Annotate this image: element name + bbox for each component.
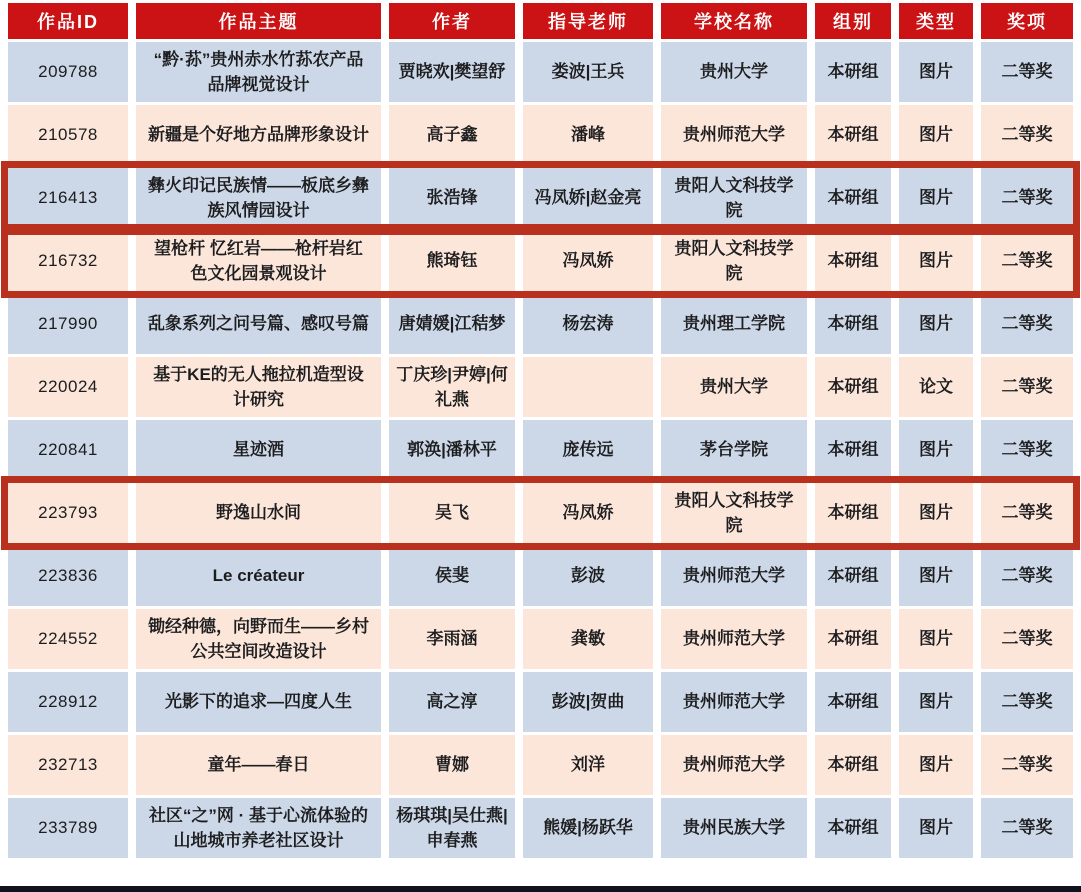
cell-group: 本研组 (815, 798, 891, 858)
table-row (8, 105, 1073, 165)
cell-id: 217990 (8, 294, 128, 354)
table-row-highlighted (8, 483, 1073, 543)
cell-author: 高之淳 (389, 672, 515, 732)
cell-type: 图片 (899, 42, 973, 102)
cell-type: 图片 (899, 483, 973, 543)
column-header-id: 作品ID (8, 3, 128, 39)
cell-school: 贵阳人文科技学院 (661, 231, 807, 291)
table-row (8, 798, 1073, 858)
cell-id: 216732 (8, 231, 128, 291)
cell-id: 210578 (8, 105, 128, 165)
cell-group: 本研组 (815, 231, 891, 291)
cell-id: 233789 (8, 798, 128, 858)
cell-group: 本研组 (815, 168, 891, 228)
cell-advisor: 冯凤娇 (523, 483, 653, 543)
cell-author: 高子鑫 (389, 105, 515, 165)
cell-theme: 彝火印记民族情——板底乡彝族风情园设计 (136, 168, 381, 228)
cell-id: 216413 (8, 168, 128, 228)
cell-theme: 新疆是个好地方品牌形象设计 (136, 105, 381, 165)
cell-group: 本研组 (815, 672, 891, 732)
cell-group: 本研组 (815, 483, 891, 543)
cell-group: 本研组 (815, 735, 891, 795)
cell-theme: 童年——春日 (136, 735, 381, 795)
cell-theme: 乱象系列之问号篇、感叹号篇 (136, 294, 381, 354)
table-row (8, 420, 1073, 480)
cell-author: 丁庆珍|尹婷|何礼燕 (389, 357, 515, 417)
cell-author: 侯斐 (389, 546, 515, 606)
cell-author: 吴飞 (389, 483, 515, 543)
cell-advisor: 杨宏涛 (523, 294, 653, 354)
table-row (8, 294, 1073, 354)
column-header-author: 作者 (389, 3, 515, 39)
cell-type: 图片 (899, 420, 973, 480)
cell-award: 二等奖 (981, 42, 1073, 102)
column-header-type: 类型 (899, 3, 973, 39)
cell-type: 图片 (899, 231, 973, 291)
cell-advisor: 龚敏 (523, 609, 653, 669)
cell-author: 张浩锋 (389, 168, 515, 228)
cell-id: 220024 (8, 357, 128, 417)
cell-school: 贵州师范大学 (661, 735, 807, 795)
cell-theme: 锄经种德，向野而生——乡村公共空间改造设计 (136, 609, 381, 669)
cell-school: 贵州民族大学 (661, 798, 807, 858)
cell-theme: Le créateur (136, 546, 381, 606)
cell-group: 本研组 (815, 357, 891, 417)
cell-id: 220841 (8, 420, 128, 480)
cell-award: 二等奖 (981, 672, 1073, 732)
cell-school: 贵州师范大学 (661, 609, 807, 669)
cell-author: 唐婧媛|江秸梦 (389, 294, 515, 354)
cell-advisor: 冯凤娇|赵金亮 (523, 168, 653, 228)
cell-advisor: 熊媛|杨跃华 (523, 798, 653, 858)
cell-advisor: 彭波 (523, 546, 653, 606)
column-header-theme: 作品主题 (136, 3, 381, 39)
table-row-highlighted (8, 168, 1073, 228)
cell-group: 本研组 (815, 420, 891, 480)
cell-award: 二等奖 (981, 735, 1073, 795)
cell-id: 232713 (8, 735, 128, 795)
column-header-group: 组别 (815, 3, 891, 39)
cell-group: 本研组 (815, 42, 891, 102)
table-header-row (8, 3, 1073, 39)
column-header-award: 奖项 (981, 3, 1073, 39)
cell-school: 贵阳人文科技学院 (661, 483, 807, 543)
table-row (8, 735, 1073, 795)
cell-school: 贵州师范大学 (661, 546, 807, 606)
cell-group: 本研组 (815, 609, 891, 669)
cell-advisor: 庞传远 (523, 420, 653, 480)
bottom-border-line (0, 886, 1081, 892)
cell-author: 曹娜 (389, 735, 515, 795)
cell-advisor (523, 357, 653, 417)
table-row (8, 546, 1073, 606)
cell-award: 二等奖 (981, 420, 1073, 480)
cell-theme: 望枪杆 忆红岩——枪杆岩红色文化园景观设计 (136, 231, 381, 291)
cell-id: 209788 (8, 42, 128, 102)
cell-award: 二等奖 (981, 168, 1073, 228)
cell-author: 李雨涵 (389, 609, 515, 669)
cell-award: 二等奖 (981, 357, 1073, 417)
cell-theme: 野逸山水间 (136, 483, 381, 543)
cell-award: 二等奖 (981, 294, 1073, 354)
cell-theme: 光影下的追求—四度人生 (136, 672, 381, 732)
table-row (8, 609, 1073, 669)
cell-type: 图片 (899, 798, 973, 858)
cell-id: 224552 (8, 609, 128, 669)
cell-award: 二等奖 (981, 105, 1073, 165)
column-header-school: 学校名称 (661, 3, 807, 39)
cell-school: 贵州大学 (661, 357, 807, 417)
table-row-highlighted (8, 231, 1073, 291)
cell-advisor: 潘峰 (523, 105, 653, 165)
cell-type: 图片 (899, 294, 973, 354)
cell-author: 贾晓欢|樊望舒 (389, 42, 515, 102)
cell-id: 223793 (8, 483, 128, 543)
table-body (8, 42, 1073, 858)
cell-type: 图片 (899, 735, 973, 795)
cell-school: 贵州师范大学 (661, 672, 807, 732)
cell-award: 二等奖 (981, 231, 1073, 291)
cell-theme: 社区“之”网 · 基于心流体验的山地城市养老社区设计 (136, 798, 381, 858)
cell-advisor: 娄波|王兵 (523, 42, 653, 102)
table-row (8, 42, 1073, 102)
cell-theme: 基于KE的无人拖拉机造型设计研究 (136, 357, 381, 417)
cell-advisor: 刘洋 (523, 735, 653, 795)
cell-school: 贵州师范大学 (661, 105, 807, 165)
table-row (8, 357, 1073, 417)
cell-type: 图片 (899, 105, 973, 165)
cell-school: 贵阳人文科技学院 (661, 168, 807, 228)
cell-award: 二等奖 (981, 483, 1073, 543)
cell-id: 223836 (8, 546, 128, 606)
cell-group: 本研组 (815, 105, 891, 165)
cell-type: 图片 (899, 672, 973, 732)
cell-advisor: 冯凤娇 (523, 231, 653, 291)
cell-school: 茅台学院 (661, 420, 807, 480)
cell-school: 贵州理工学院 (661, 294, 807, 354)
cell-author: 郭涣|潘林平 (389, 420, 515, 480)
cell-author: 杨琪琪|吴仕燕|申春燕 (389, 798, 515, 858)
cell-award: 二等奖 (981, 609, 1073, 669)
cell-author: 熊琦钰 (389, 231, 515, 291)
cell-award: 二等奖 (981, 546, 1073, 606)
cell-type: 图片 (899, 546, 973, 606)
column-header-advisor: 指导老师 (523, 3, 653, 39)
cell-theme: “黔·荪”贵州赤水竹荪农产品品牌视觉设计 (136, 42, 381, 102)
cell-group: 本研组 (815, 294, 891, 354)
cell-id: 228912 (8, 672, 128, 732)
cell-group: 本研组 (815, 546, 891, 606)
table-row (8, 672, 1073, 732)
cell-type: 图片 (899, 168, 973, 228)
cell-school: 贵州大学 (661, 42, 807, 102)
cell-type: 图片 (899, 609, 973, 669)
cell-type: 论文 (899, 357, 973, 417)
cell-theme: 星迹酒 (136, 420, 381, 480)
cell-award: 二等奖 (981, 798, 1073, 858)
cell-advisor: 彭波|贺曲 (523, 672, 653, 732)
